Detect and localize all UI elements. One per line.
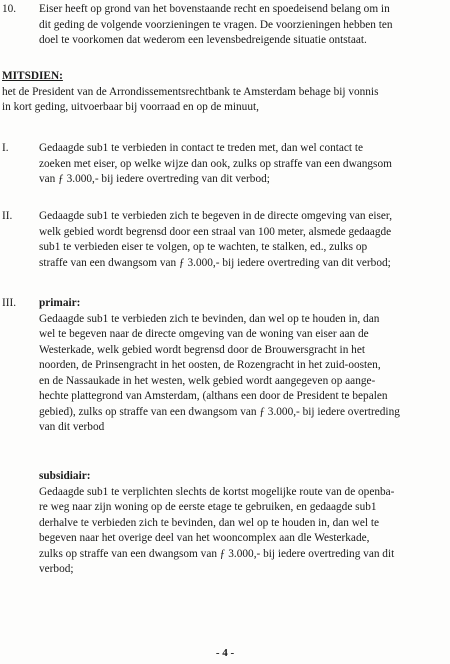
text-line: van dit verbod bbox=[39, 421, 105, 433]
text-line: in kort geding, uitvoerbaar bij voorraad en op de minuut, bbox=[2, 101, 259, 113]
paragraph-number: III. bbox=[2, 297, 17, 309]
text-line: noorden, de Prinsengracht in het oosten, de Rozengracht in het zuid-oosten, bbox=[39, 359, 381, 371]
text-line: re weg naar zijn woning op de eerste etage te gebruiken, en gedaagde sub1 bbox=[39, 501, 377, 513]
text-line: zulks op straffe van een dwangsom van ƒ 3.000,- bij iedere overtreding van dit bbox=[39, 547, 395, 560]
paragraph-text bbox=[39, 141, 444, 188]
text-line: derhalve te verbieden zich te bevinden, dan wel op te houden in, dan wel te bbox=[39, 516, 380, 529]
mitsdien-section bbox=[2, 69, 447, 116]
paragraph-number: II. bbox=[2, 210, 13, 222]
subsidiair-heading: subsidiair: bbox=[39, 470, 91, 482]
text-line: Westerkade, welk gebied wordt begrensd door de Brouwersgracht in het bbox=[39, 343, 365, 356]
text-line: doel te voorkomen dat wederom een levensbedreigende situatie ontstaat. bbox=[39, 34, 367, 46]
text-line: Eiser heeft op grond van het bovenstaande recht en spoedeisend belang om in bbox=[39, 3, 390, 15]
paragraph-text bbox=[39, 2, 444, 49]
primair-block bbox=[39, 296, 444, 436]
text-line: zoeken met eiser, op welke wijze dan ook, zulks op straffe van een dwangsom bbox=[39, 157, 392, 170]
text-line: hechte plattegrond van Amsterdam, (althans een door de President te bepalen bbox=[39, 390, 388, 402]
text-line: dit geding de volgende voorzieningen te vragen. De voorzieningen hebben ten bbox=[39, 18, 393, 31]
text-line: verbod; bbox=[39, 563, 74, 575]
text-line: gebied), zulks op straffe van een dwangsom van ƒ 3.000,- bij iedere overtreding bbox=[39, 405, 400, 418]
text-line: het de President van de Arrondissementsrechtbank te Amsterdam behage bij vonnis bbox=[2, 85, 379, 98]
text-line: Gedaagde sub1 te verbieden zich te begeven in de directe omgeving van eiser, bbox=[39, 210, 393, 222]
text-line: begeven naar het overige deel van het wooncomplex aan dle Westerkade, bbox=[39, 532, 370, 544]
text-line: straffe van een dwangsom van ƒ 3.000,- bij iedere overtreding van dit verbod; bbox=[39, 256, 391, 269]
paragraph-number: I. bbox=[2, 142, 9, 154]
page-number: - 4 - bbox=[215, 647, 235, 659]
text-line: wel te begeven naar de directe omgeving van de woning van eiser aan de bbox=[39, 328, 369, 340]
subsidiair-block bbox=[39, 469, 444, 578]
text-line: van ƒ 3.000,- bij iedere overtreding van dit verbod; bbox=[39, 173, 270, 185]
paragraph-number: 10. bbox=[2, 3, 17, 15]
text-line: sub1 te verbieden eiser te volgen, op te wachten, te stalken, ed., zulks op bbox=[39, 241, 368, 253]
paragraph-text bbox=[39, 209, 444, 271]
primair-heading: primair: bbox=[39, 297, 81, 309]
text-line: Gedaagde sub1 te verbieden in contact te treden met, dan wel contact te bbox=[39, 142, 364, 154]
text-line: Gedaagde sub1 te verbieden zich te bevinden, dan wel op te houden in, dan bbox=[39, 312, 380, 325]
text-line: welk gebied wordt begrensd door een straal van 100 meter, alsmede gedaagde bbox=[39, 225, 392, 238]
mitsdien-heading: MITSDIEN: bbox=[2, 70, 63, 82]
text-line: en de Nassaukade in het westen, welk gebied wordt aangegeven op aange- bbox=[39, 374, 376, 387]
text-line: Gedaagde sub1 te verplichten slechts de kortst mogelijke route van de openba- bbox=[39, 485, 395, 498]
